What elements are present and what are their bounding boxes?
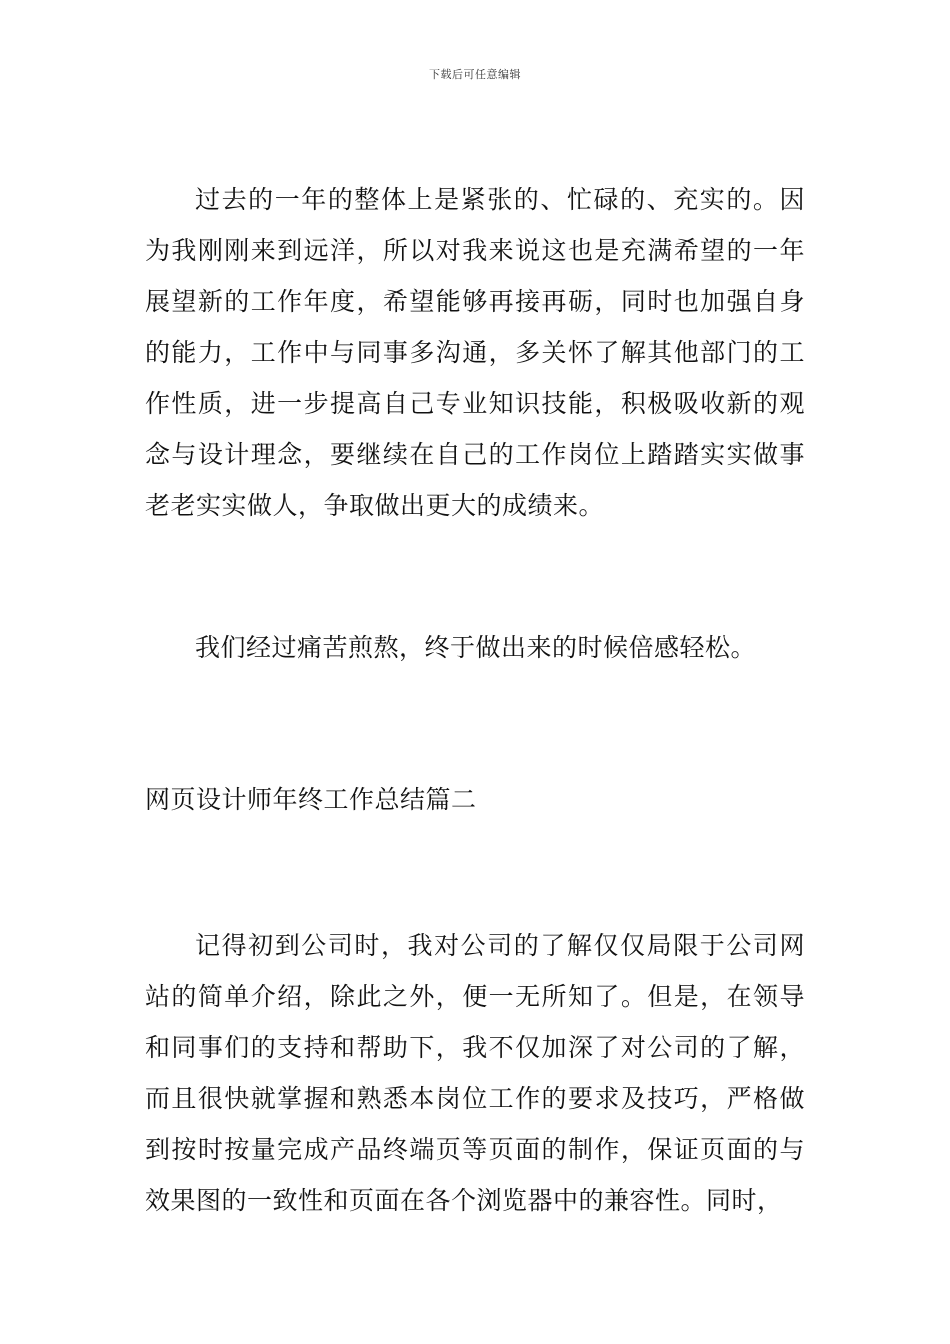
paragraph-relief: 我们经过痛苦煎熬，终于做出来的时候倍感轻松。 (195, 633, 757, 662)
paragraph-intro: 记得初到公司时，我对公司的了解仅仅局限于公司网站的简单介绍，除此之外，便一无所知了。但是，在领导和同事们的支持和帮助下，我不仅加深了对公司的了解，而且很快就掌握和熟悉本岗位工作的要求及技巧，严格做到按时按量完成产品终端页等页面的制作，保证页面的与效果图的一致性和页面在各个浏览器中的兼容性。同时， (145, 931, 805, 1215)
paragraph-summary: 过去的一年的整体上是紧张的、忙碌的、充实的。因为我刚刚来到远洋，所以对我来说这也是充满希望的一年展望新的工作年度，希望能够再接再砺，同时也加强自身的能力，工作中与同事多沟通，多关怀了解其他部门的工作性质，进一步提高自己专业知识技能，积极吸收新的观念与设计理念，要继续在自己的工作岗位上踏踏实实做事老老实实做人，争取做出更大的成绩来。 (145, 185, 805, 520)
header-note: 下载后可任意编辑 (429, 68, 521, 81)
section-heading: 网页设计师年终工作总结篇二 (145, 785, 477, 814)
